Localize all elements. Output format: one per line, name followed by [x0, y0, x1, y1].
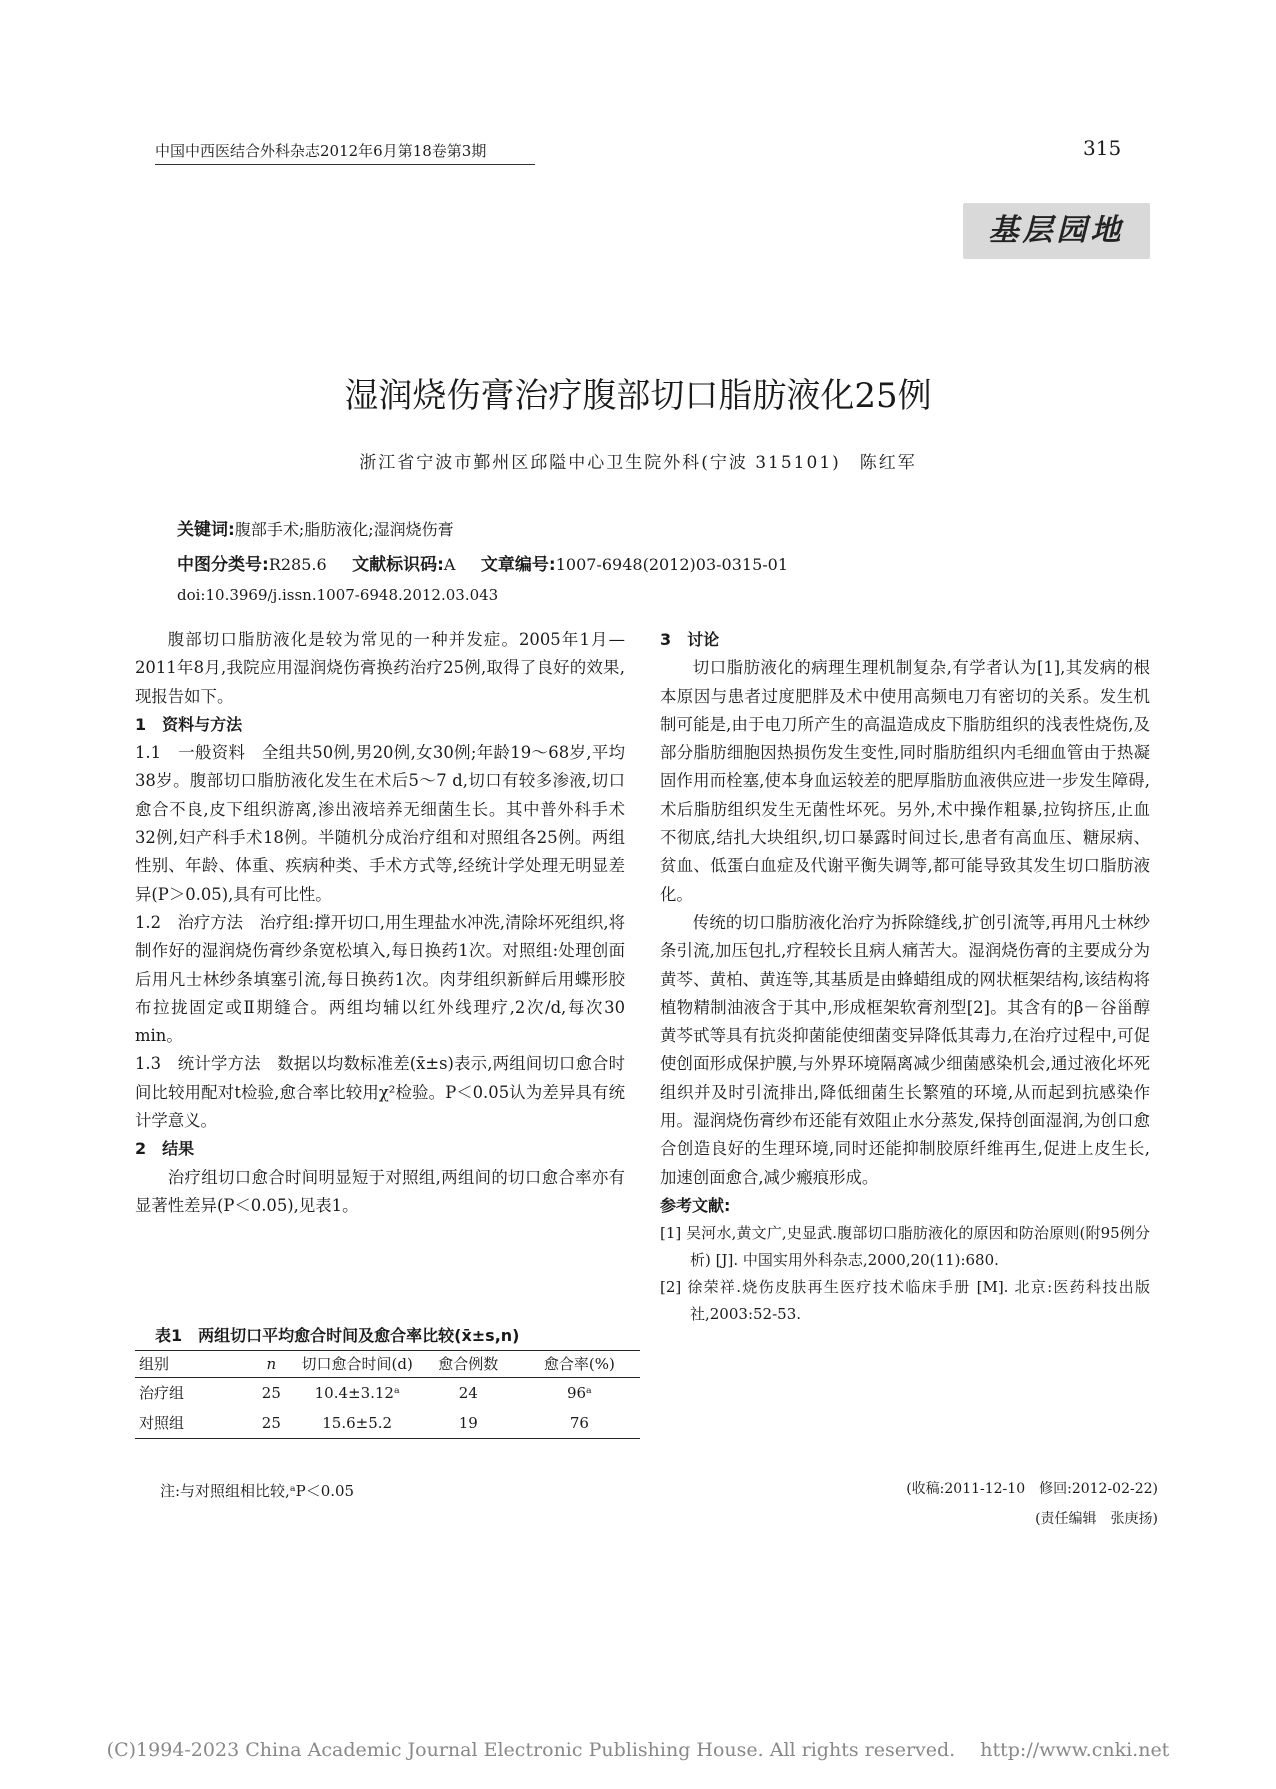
para-treatment-method: 1.2 治疗方法 治疗组:撑开切口,用生理盐水冲洗,清除坏死组织,将制作好的湿润烧伤膏纱条宽松填入,每日换药1次。对照组:处理创面后用凡士林纱条填塞引流,每日换药1次。肉芽组织新鲜后用蝶形胶布拉拢固定或Ⅱ期缝合。两组均辅以红外线理疗,2次/d,每次30 min。 [135, 912, 625, 1046]
article-id-label: 文章编号: [480, 555, 556, 575]
right-column [660, 626, 1150, 1328]
table-cell: 15.6±5.2 [297, 1408, 418, 1439]
table-cell: 96ᵃ [566, 1384, 592, 1402]
table-cell: 19 [418, 1408, 519, 1439]
para-general-data: 1.1 一般资料 全组共50例,男20例,女30例;年龄19～68岁,平均38岁。腹部切口脂肪液化发生在术后5～7 d,切口有较多渗液,切口愈合不良,皮下组织游离,渗出液培养无细菌生长。其中普外科手术32例,妇产科手术18例。半随机分成治疗组和对照组各25例。两组性别、年龄、体重、疾病种类、手术方式等,经统计学处理无明显差异(P＞0.05),具有可比性。 [135, 743, 625, 904]
table-title: 表1 两组切口平均愈合时间及愈合率比较(x̄±s,n) [155, 1326, 520, 1345]
table-note: 注:与对照组相比较,ᵃP＜0.05 [160, 1482, 355, 1500]
table-row [135, 1408, 640, 1439]
received-dates: (收稿:2011-12-10 修回:2012-02-22) [906, 1481, 1158, 1497]
table-header-cell: n [246, 1351, 297, 1378]
keywords-line [177, 515, 454, 540]
table-header-cell: 切口愈合时间(d) [297, 1351, 418, 1378]
table-row [135, 1378, 640, 1409]
doc-code-label: 文献标识码: [352, 555, 444, 575]
table-header-cell: 组别 [135, 1351, 246, 1378]
para-discussion-2: 传统的切口脂肪液化治疗为拆除缝线,扩创引流等,再用凡士林纱条引流,加压包扎,疗程较长且病人痛苦大。湿润烧伤膏的主要成分为黄芩、黄柏、黄连等,其基质是由蜂蜡组成的网状框架结构,该结构将植物精制油液含于其中,形成框架软膏剂型[2]。其含有的β－谷甾醇黄芩甙等具有抗炎抑菌能使细菌变异降低其毒力,在治疗过程中,可促使创面形成保护膜,与外界环境隔离减少细菌感染机会,通过液化坏死组织并及时引流排出,降低细菌生长繁殖的环境,从而起到抗感染作用。湿润烧伤膏纱布还能有效阻止水分蒸发,保持创面湿润,为创口愈合创造良好的生理环境,同时还能抑制胶原纤维再生,促进上皮生长,加速创面愈合,减少瘢痕形成。 [660, 912, 1150, 1187]
responsible-editor: (责任编辑 张庚扬) [1035, 1511, 1158, 1527]
heading-methods: 1 资料与方法 [135, 714, 243, 734]
para-statistics: 1.3 统计学方法 数据以均数标准差(x̄±s)表示,两组间切口愈合时间比较用配对t检验,愈合率比较用χ²检验。P＜0.05认为差异具有统计学意义。 [135, 1054, 625, 1131]
journal-header: 中国中西医结合外科杂志2012年6月第18卷第3期 [155, 140, 535, 165]
table-cell: 25 [246, 1408, 297, 1439]
keywords: 腹部手术;脂肪液化;湿润烧伤膏 [234, 520, 454, 539]
author-affiliation: 浙江省宁波市鄞州区邱隘中心卫生院外科(宁波 315101) 陈红军 [359, 453, 917, 473]
heading-results: 2 结果 [135, 1139, 195, 1159]
table-cell: 治疗组 [139, 1384, 185, 1402]
section-banner: 基层园地 [963, 203, 1150, 259]
para-results: 治疗组切口愈合时间明显短于对照组,两组间的切口愈合率亦有显著性差异(P＜0.05),见表1。 [135, 1167, 625, 1215]
reference-item: [1] 吴河水,黄文广,史显武.腹部切口脂肪液化的原因和防治原则(附95例分析) [J]. 中国实用外科杂志,2000,20(11):680. [660, 1224, 1150, 1270]
reference-item: [2] 徐荣祥.烧伤皮肤再生医疗技术临床手册 [M]. 北京:医药科技出版社,2003:52-53. [660, 1278, 1150, 1324]
copyright-footer: (C)1994-2023 China Academic Journal Electronic Publishing House. All rights reserved. http://www.cnki.net [106, 1739, 1170, 1761]
left-column [135, 626, 625, 1220]
references-heading: 参考文献: [660, 1195, 731, 1215]
clc-label: 中图分类号: [177, 555, 269, 575]
para-discussion-1: 切口脂肪液化的病理生理机制复杂,有学者认为[1],其发病的根本原因与患者过度肥胖及术中使用高频电刀有密切的关系。发生机制可能是,由于电刀所产生的高温造成皮下脂肪组织的浅表性烧伤,及部分脂肪细胞因热损伤发生变性,同时脂肪组织内毛细血管由于热凝固作用而栓塞,使本身血运较差的肥厚脂肪血液供应进一步发生障碍,术后脂肪组织发生无菌性坏死。另外,术中操作粗暴,拉钩挤压,止血不彻底,结扎大块组织,切口暴露时间过长,患者有高血压、糖尿病、贫血、低蛋白血症及代谢平衡失调等,都可能导致其发生切口脂肪液化。 [660, 658, 1150, 904]
intro-paragraph: 腹部切口脂肪液化是较为常见的一种并发症。2005年1月—2011年8月,我院应用湿润烧伤膏换药治疗25例,取得了良好的效果,现报告如下。 [135, 630, 625, 706]
heading-discussion: 3 讨论 [660, 630, 720, 649]
article-title: 湿润烧伤膏治疗腹部切口脂肪液化25例 [344, 376, 932, 416]
table-cell: 25 [261, 1384, 281, 1402]
doi: doi:10.3969/j.issn.1007-6948.2012.03.043 [177, 586, 499, 604]
results-table [135, 1350, 640, 1439]
table-cell: 76 [519, 1408, 640, 1439]
page-number: 315 [1083, 136, 1122, 160]
article-id-value: 1007-6948(2012)03-0315-01 [555, 555, 789, 574]
table-cell: 对照组 [135, 1408, 246, 1439]
classification-line [177, 550, 788, 575]
keywords-label: 关键词: [177, 520, 235, 540]
table-cell: 10.4±3.12ᵃ [314, 1384, 400, 1402]
doc-code-value: A [443, 555, 456, 574]
table-header-cell: 愈合例数 [418, 1351, 519, 1378]
table-cell: 24 [458, 1384, 478, 1402]
clc-value: R285.6 [268, 555, 327, 574]
table-header-cell: 愈合率(%) [519, 1351, 640, 1378]
table-header-row [135, 1351, 640, 1378]
